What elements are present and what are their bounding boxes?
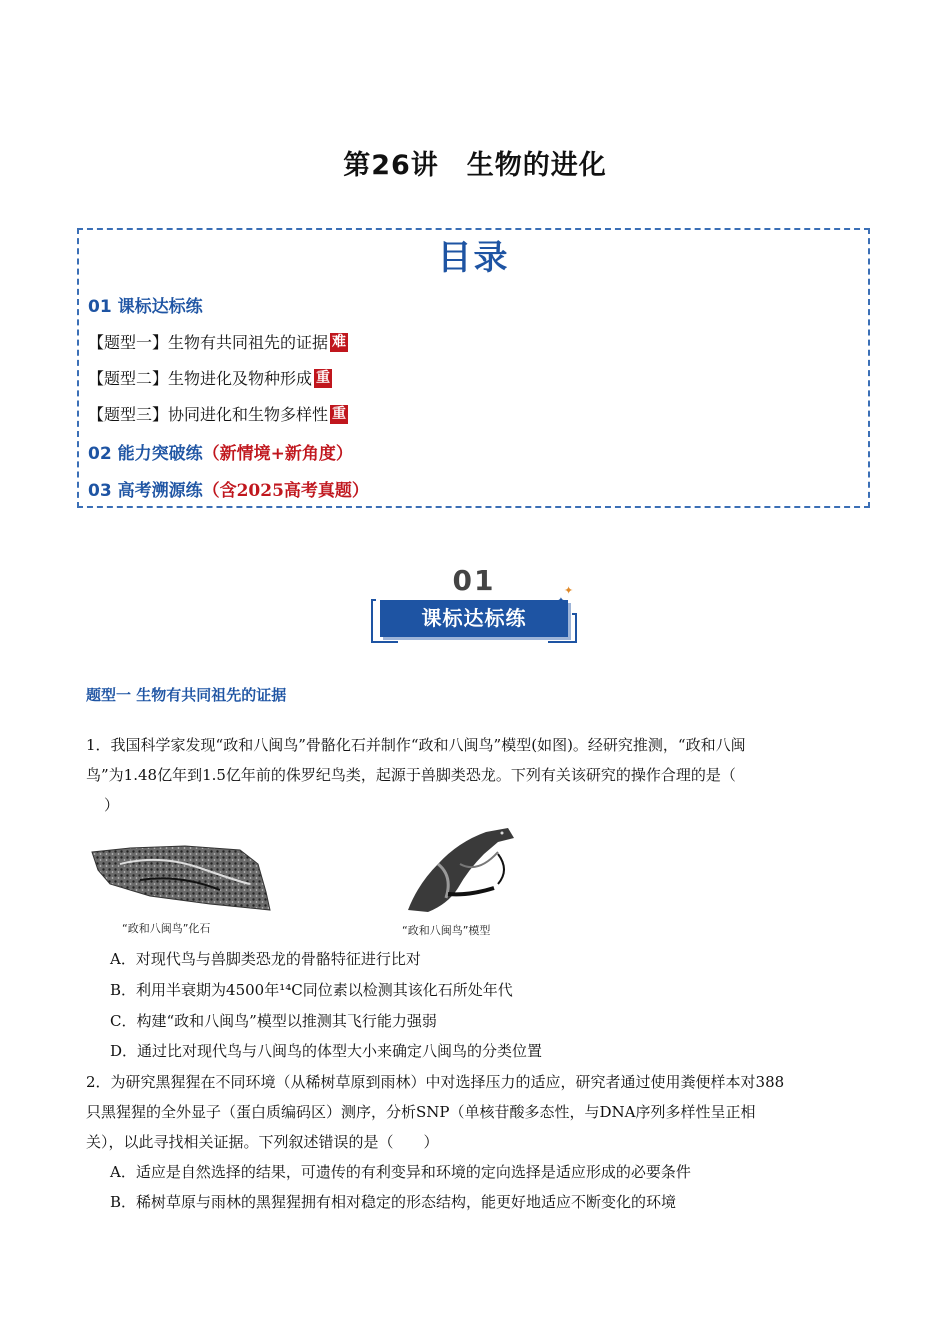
question-line: ） [104, 796, 120, 814]
question-2-text [86, 1067, 866, 1157]
toc-item-3[interactable] [88, 402, 348, 425]
toc-item-label: 【题型三】协同进化和生物多样性 [88, 405, 329, 424]
fossil-illustration [90, 844, 272, 914]
question-line: 关），以此寻找相关证据。下列叙述错误的是（ ） [86, 1133, 439, 1151]
q1-option-d[interactable]: D．通过比对现代鸟与八闽鸟的体型大小来确定八闽鸟的分类位置 [110, 1042, 543, 1060]
q2-option-a[interactable]: A．适应是自然选择的结果，可遗传的有利变异和环境的定向选择是适应形成的必要条件 [110, 1163, 691, 1181]
importance-tag: 重 [316, 370, 331, 386]
svg-text:✦: ✦ [564, 584, 574, 597]
question-line: 只黑猩猩的全外显子（蛋白质编码区）测序，分析SNP（单核苷酸多态性，与DNA序列多样性呈正相 [86, 1103, 756, 1121]
banner-number: 01 [452, 564, 496, 597]
difficulty-tag: 难 [332, 334, 347, 350]
toc-section-note: （新情境+新角度） [202, 444, 353, 464]
toc-section-label: 02 能力突破练 [88, 444, 203, 464]
bird-model-illustration [398, 824, 516, 916]
section-banner [368, 562, 580, 646]
toc-item-2[interactable] [88, 366, 332, 389]
toc-item-1[interactable] [88, 330, 348, 353]
toc-item-label: 【题型二】生物进化及物种形成 [88, 369, 313, 388]
toc-section-2[interactable] [88, 439, 353, 464]
question-line: 1．我国科学家发现“政和八闽鸟”骨骼化石并制作“政和八闽鸟”模型(如图)。经研究推测，“政和八闽 [86, 736, 746, 754]
toc-section-label: 03 高考溯源练 [88, 481, 203, 501]
fossil-image [90, 844, 272, 914]
model-image [398, 824, 516, 916]
importance-tag: 重 [332, 406, 347, 422]
toc-heading: 目录 [437, 238, 510, 278]
toc-section-3[interactable] [88, 476, 369, 501]
banner-label: 课标达标练 [380, 600, 568, 637]
question-line: 2．为研究黑猩猩在不同环境（从稀树草原到雨林）中对选择压力的适应，研究者通过使用粪便样本对388 [86, 1073, 785, 1091]
toc-item-label: 【题型一】生物有共同祖先的证据 [88, 333, 329, 352]
q1-option-b[interactable]: B．利用半衰期为4500年¹⁴C同位素以检测其该化石所处年代 [110, 981, 513, 999]
q2-option-b[interactable]: B．稀树草原与雨林的黑猩猩拥有相对稳定的形态结构，能更好地适应不断变化的环境 [110, 1193, 677, 1211]
fossil-caption: “政和八闽鸟”化石 [122, 922, 211, 935]
question-type-heading: 题型一 生物有共同祖先的证据 [86, 686, 287, 704]
page-title: 第26讲 生物的进化 [343, 150, 607, 181]
table-of-contents [77, 228, 870, 508]
toc-section-note: （含2025高考真题） [202, 481, 369, 501]
question-1-text [86, 730, 866, 820]
q1-option-a[interactable]: A．对现代鸟与兽脚类恐龙的骨骼特征进行比对 [110, 950, 421, 968]
model-caption: “政和八闽鸟”模型 [402, 924, 491, 937]
question-line: 鸟”为1.48亿年到1.5亿年前的侏罗纪鸟类，起源于兽脚类恐龙。下列有关该研究的操作合理的是（ [86, 766, 736, 784]
q1-option-c[interactable]: C．构建“政和八闽鸟”模型以推测其飞行能力强弱 [110, 1012, 437, 1030]
toc-section-1[interactable]: 01 课标达标练 [88, 297, 203, 317]
